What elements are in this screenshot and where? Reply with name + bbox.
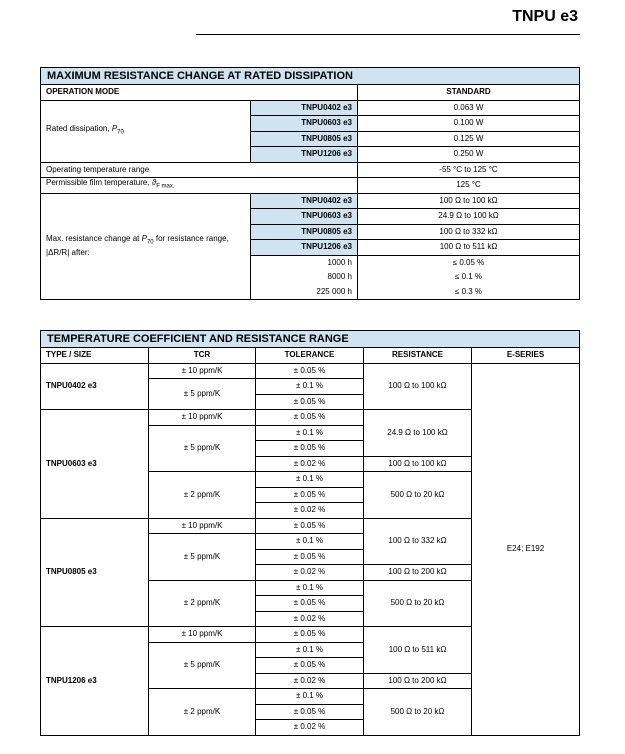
table-caption: MAXIMUM RESISTANCE CHANGE AT RATED DISSIPATION <box>41 68 580 85</box>
tolerance-cell: ± 0.05 % <box>256 549 364 565</box>
tolerance-cell: ± 0.1 % <box>256 425 364 441</box>
type-size-cell: TNPU0402 e3 <box>41 363 149 410</box>
max-res-label-b: for resistance range, <box>153 234 229 244</box>
tolerance-cell: ± 0.05 % <box>256 394 364 410</box>
tcr-cell: ± 5 ppm/K <box>149 642 256 689</box>
resistance-cell: 500 Ω to 20 kΩ <box>364 472 472 519</box>
tolerance-cell: ± 0.05 % <box>256 363 364 379</box>
column-header-e-series: E-SERIES <box>472 348 580 364</box>
column-header-type: TYPE / SIZE <box>41 348 149 364</box>
tolerance-cell: ± 0.05 % <box>256 596 364 612</box>
resistance-cell: 100 Ω to 100 kΩ <box>364 363 472 410</box>
page-header <box>196 0 580 35</box>
range-value: 100 Ω to 100 kΩ <box>358 193 580 209</box>
time-label: 1000 h <box>251 255 358 270</box>
tolerance-cell: ± 0.02 % <box>256 565 364 581</box>
rated-dissipation-symbol: P <box>111 124 118 134</box>
rated-type: TNPU1206 e3 <box>251 147 358 163</box>
rated-type: TNPU0603 e3 <box>251 116 358 132</box>
max-res-label-symbol: P <box>141 234 147 244</box>
rated-dissipation-label <box>41 100 251 162</box>
tolerance-cell: ± 0.05 % <box>256 704 364 720</box>
tolerance-cell: ± 0.1 % <box>256 379 364 395</box>
column-header-tolerance: TOLERANCE <box>256 348 364 364</box>
film-temperature-subscript: F max. <box>156 184 175 191</box>
film-temperature-symbol: ϑ <box>151 178 157 188</box>
time-value: ≤ 0.1 % <box>358 270 580 285</box>
temperature-coefficient-table <box>40 330 580 736</box>
tolerance-cell: ± 0.05 % <box>256 627 364 643</box>
range-value: 24.9 Ω to 100 kΩ <box>358 209 580 225</box>
tolerance-cell: ± 0.1 % <box>256 472 364 488</box>
rated-type: TNPU0805 e3 <box>251 131 358 147</box>
tolerance-cell: ± 0.02 % <box>256 611 364 627</box>
time-label: 8000 h <box>251 270 358 285</box>
resistance-cell: 100 Ω to 200 kΩ <box>364 565 472 581</box>
tolerance-cell: ± 0.05 % <box>256 410 364 426</box>
max-res-label-a: Max. resistance change at <box>46 234 142 244</box>
resistance-cell: 500 Ω to 20 kΩ <box>364 689 472 736</box>
range-type: TNPU1206 e3 <box>251 240 358 256</box>
column-header-resistance: RESISTANCE <box>364 348 472 364</box>
tolerance-cell: ± 0.02 % <box>256 503 364 519</box>
rated-dissipation-label-text: Rated dissipation, <box>46 124 112 134</box>
operating-temperature-value: -55 °C to 125 °C <box>358 162 580 178</box>
tcr-cell: ± 10 ppm/K <box>149 410 256 426</box>
type-size-cell: TNPU0805 e3 <box>41 518 149 627</box>
tcr-cell: ± 5 ppm/K <box>149 379 256 410</box>
film-temperature-label-text: Permissible film temperature, <box>46 178 152 188</box>
table-row <box>41 363 580 379</box>
tcr-cell: ± 2 ppm/K <box>149 580 256 627</box>
type-size-cell: TNPU1206 e3 <box>41 627 149 736</box>
tolerance-cell: ± 0.02 % <box>256 673 364 689</box>
tolerance-cell: ± 0.05 % <box>256 658 364 674</box>
max-res-label-c: |ΔR/R| after: <box>46 248 90 258</box>
film-temperature-value: 125 °C <box>358 178 580 194</box>
range-value: 100 Ω to 332 kΩ <box>358 224 580 240</box>
range-type: TNPU0603 e3 <box>251 209 358 225</box>
tcr-cell: ± 10 ppm/K <box>149 627 256 643</box>
tcr-cell: ± 10 ppm/K <box>149 363 256 379</box>
resistance-cell: 100 Ω to 200 kΩ <box>364 673 472 689</box>
max-res-label-subscript: 70 <box>146 240 154 247</box>
column-header-operation-mode: OPERATION MODE <box>41 85 358 101</box>
tcr-cell: ± 2 ppm/K <box>149 689 256 736</box>
type-size-cell: TNPU0603 e3 <box>41 410 149 519</box>
operating-temperature-label: Operating temperature range <box>41 162 358 178</box>
resistance-cell: 24.9 Ω to 100 kΩ <box>364 410 472 457</box>
tcr-cell: ± 5 ppm/K <box>149 425 256 472</box>
tolerance-cell: ± 0.1 % <box>256 534 364 550</box>
tolerance-cell: ± 0.05 % <box>256 487 364 503</box>
film-temperature-label <box>41 178 358 194</box>
range-type: TNPU0402 e3 <box>251 193 358 209</box>
tolerance-cell: ± 0.02 % <box>256 720 364 736</box>
tcr-cell: ± 10 ppm/K <box>149 518 256 534</box>
max-resistance-change-label <box>41 193 251 300</box>
tolerance-cell: ± 0.1 % <box>256 689 364 705</box>
tolerance-cell: ± 0.1 % <box>256 580 364 596</box>
rated-type: TNPU0402 e3 <box>251 100 358 116</box>
rated-value: 0.250 W <box>358 147 580 163</box>
column-header-tcr: TCR <box>149 348 256 364</box>
tcr-table-body <box>41 363 580 735</box>
rated-value: 0.063 W <box>358 100 580 116</box>
range-value: 100 Ω to 511 kΩ <box>358 240 580 256</box>
resistance-cell: 100 Ω to 511 kΩ <box>364 627 472 674</box>
tolerance-cell: ± 0.1 % <box>256 642 364 658</box>
max-resistance-change-table <box>40 67 580 300</box>
tolerance-cell: ± 0.05 % <box>256 518 364 534</box>
tcr-cell: ± 5 ppm/K <box>149 534 256 581</box>
column-header-standard: STANDARD <box>358 85 580 101</box>
e-series-cell: E24; E192 <box>472 363 580 735</box>
range-type: TNPU0805 e3 <box>251 224 358 240</box>
tcr-cell: ± 2 ppm/K <box>149 472 256 519</box>
rated-value: 0.125 W <box>358 131 580 147</box>
resistance-cell: 100 Ω to 332 kΩ <box>364 518 472 565</box>
resistance-cell: 500 Ω to 20 kΩ <box>364 580 472 627</box>
time-value: ≤ 0.3 % <box>358 285 580 300</box>
tolerance-cell: ± 0.05 % <box>256 441 364 457</box>
time-label: 225 000 h <box>251 285 358 300</box>
rated-dissipation-subscript: 70 <box>117 129 124 136</box>
rated-value: 0.100 W <box>358 116 580 132</box>
time-value: ≤ 0.05 % <box>358 255 580 270</box>
table-caption: TEMPERATURE COEFFICIENT AND RESISTANCE RANGE <box>41 331 580 348</box>
page-title: TNPU e3 <box>512 8 578 25</box>
tolerance-cell: ± 0.02 % <box>256 456 364 472</box>
resistance-cell: 100 Ω to 100 kΩ <box>364 456 472 472</box>
